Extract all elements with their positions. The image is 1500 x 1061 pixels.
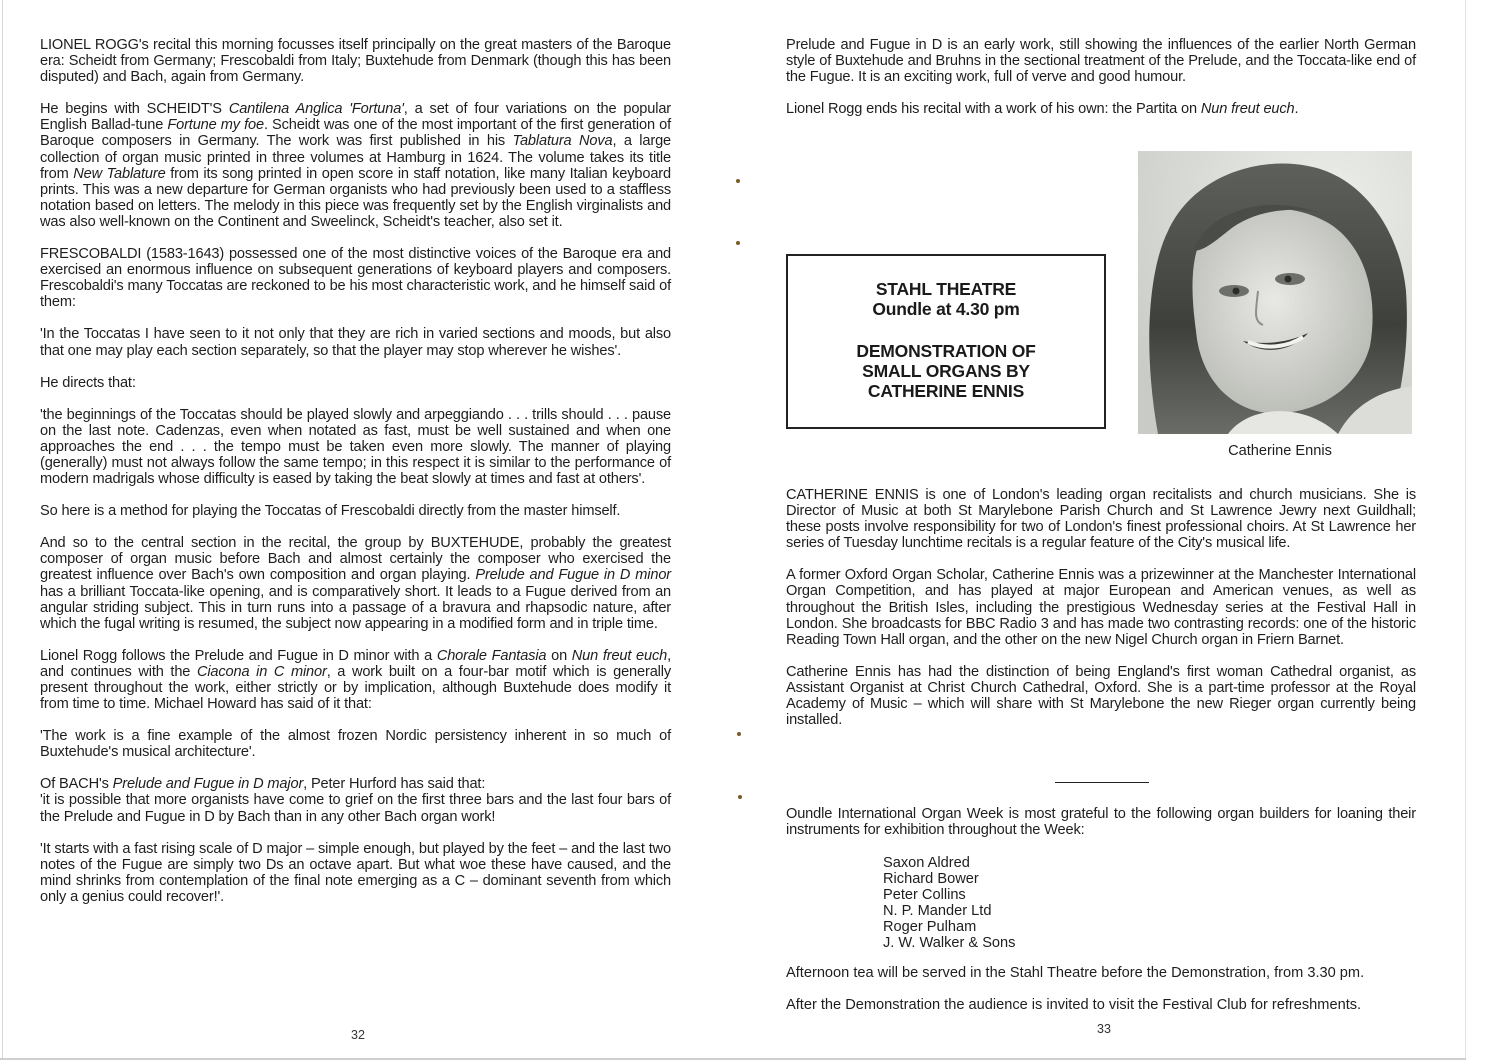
text-run: Catherine Ennis has had the distinction of being England's first woman Cathedral organist, as Assistant Organist at Christ Church Cathedral, Oxford. She is a part-time professor at the Royal Academy of Music – which will share with St Marylebone the new Rieger organ currently being installed. [786,663,1416,729]
italic-title: New Tablature [73,165,166,182]
text-run: has a brilliant Toccata-like opening, and is comparatively short. It leads to a Fugue derived from an angular striding subject. This in turn runs into a passage of a bravura and rhapsodic nature, after which the fugal writing is resumed, the subject now appearing in a modified form and in triple time. [40,583,671,632]
paragraph [786,101,1416,117]
text-run: LIONEL ROGG's recital this morning focusses itself principally on the great masters of the Baroque era: Scheidt from Germany; Frescobaldi from Italy; Buxtehude from Denmark (though this has been disputed) and Bach, again from Germany. [40,37,671,86]
text-run: from its song printed in open score in staff notation, like many Italian keyboard prints. This was a new departure for German organists who had previously been used to a staffless notation based on letters. The melody in this piece was frequently set by the English virginalists and was also well-known on the Continent and Sweelinck, Scheidt's teacher, also set it. [40,165,671,230]
event-title-line: CATHERINE ENNIS [867,381,1025,401]
paper-speck [736,179,740,183]
paragraph [40,841,671,905]
event-venue-name: STAHL THEATRE [875,279,1017,299]
italic-title: Ciacona in C minor [196,663,327,680]
text-run: CATHERINE ENNIS is one of London's leading organ recitalists and church musicians. She is Director of Music at both St Marylebone Parish Church and St Lawrence Jewry next Guildhall; these posts involve responsibility for two of London's finest professional choirs. At St Lawrence her series of Tuesday lunchtime recitals is a regular feature of the City's musical life. [786,487,1416,552]
paragraph [40,101,671,230]
italic-title: Prelude and Fugue in D major [112,776,304,793]
paragraph [786,664,1416,728]
event-title-line: DEMONSTRATION OF [856,341,1036,361]
photo-caption: Catherine Ennis [1228,443,1332,459]
organ-builder: Richard Bower [883,871,979,888]
italic-title: Chorale Fantasia [436,647,547,664]
page-number-right: 33 [1097,1022,1111,1036]
portrait-illustration [1138,151,1412,434]
text-run: 'the beginnings of the Toccatas should be played slowly and arpeggiando . . . trills should . . . pause on the last note. Cadenzas, even when notated as fast, must be well sustained and when one approaches the end . . . the tempo must be taken even more slowly. The manner of playing (generally) must not always follow the same tempo; in this respect it is similar to the performance of modern madrigals whose difficulty is eased by taking the beat slowly at times and fast at others'. [40,406,671,488]
organ-builder: Saxon Aldred [883,855,970,871]
italic-title: Fortune my foe [167,117,264,134]
text-run: Prelude and Fugue in D is an early work, still showing the influences of the earlier North German style of Buxtehude and Bruhns in the sectional treatment of the Prelude, and the Toccata-like end of the Fugue. It is an exciting work, full of verve and good humour. [786,37,1416,86]
organ-builder: Roger Pulham [883,919,977,936]
right-page-intro [786,37,1416,133]
text-run: Lionel Rogg ends his recital with a work of his own: the Partita on [786,101,1201,118]
event-venue [788,279,1104,319]
paragraph [40,535,671,632]
paragraph [40,246,671,310]
paragraph [40,503,671,519]
text-run: . Scheidt was one of the most important of the first generation of Baroque composers in Germany. The work was first published in his [40,117,671,150]
text-run: 'It starts with a fast rising scale of D major – simple enough, but played by the feet – and the last two notes of the Fugue are simply two Ds an octave apart. But what woe these have caused, and the mind shrinks from contemplation of the final note emerging as a C – dominant seventh from which only a genius could recover!'. [40,840,671,905]
text-run: , a work built on a four-bar motif which is generally present throughout the work, either strictly or by implication, although Buxtehude does modify it from time to time. Michael Howard has said of it that: [40,663,671,713]
paper-speck [736,241,740,245]
event-announcement-box [786,254,1106,429]
text-run: 'In the Toccatas I have seen to it not only that they are rich in varied sections and moods, but also that one may play each section separately, so that the player may stop wherever he wishes'. [40,326,671,359]
page-number-left: 32 [351,1028,365,1042]
italic-title: Cantilena Anglica 'Fortuna' [228,101,404,118]
paragraph [40,792,671,824]
text-run: , a large collection of organ music printed in three volumes at Hamburg in 1624. The volume takes its title from [40,133,671,182]
organ-builder: N. P. Mander Ltd [883,903,992,920]
section-divider [1055,782,1149,783]
right-page-bio [786,487,1416,744]
paragraph [786,37,1416,85]
text-run: FRESCOBALDI (1583-1643) possessed one of the most distinctive voices of the Baroque era and exercised an enormous influence on subsequent generations of keyboard players and composers. Frescobaldi's many Toccatas are reckoned to be his most characteristic work, and he himself said of them: [40,246,671,311]
paragraph [786,567,1416,647]
event-title [788,341,1104,401]
left-page-body [40,37,671,921]
text-run: , Peter Hurford has said that: [303,776,486,793]
italic-title: Tablatura Nova [512,133,613,150]
italic-title: Prelude and Fugue in D minor [475,567,671,584]
event-title-line: SMALL ORGANS BY [862,361,1030,381]
acknowledgement-block [786,806,1416,854]
organ-builder: Peter Collins [883,887,966,904]
text-run: . [1294,101,1299,118]
text-run: , a set of four variations on the popular English Ballad-tune [40,101,671,134]
paragraph [40,728,671,760]
italic-title: Nun freut euch [1200,101,1295,118]
paragraph [40,37,671,85]
paragraph [40,326,671,358]
paper-speck [738,795,742,799]
italic-title: Nun freut euch [571,647,668,664]
closing-notes [786,965,1426,1029]
text-run: So here is a method for playing the Toccatas of Frescobaldi directly from the master himself. [40,503,621,520]
organ-builders-list [883,855,1015,952]
text-run: , and continues with the [40,647,671,680]
acknowledgement-text: Oundle International Organ Week is most grateful to the following organ builders for loaning their instruments for exhibition throughout the Week: [786,806,1416,839]
portrait-photo [1138,151,1412,434]
organ-builder: J. W. Walker & Sons [883,935,1016,952]
paragraph [40,407,671,487]
text-run: He directs that: [40,374,136,391]
page-edge-left [2,0,3,1059]
afternoon-tea-note: Afternoon tea will be served in the Stahl Theatre before the Demonstration, from 3.30 pm. [786,965,1365,981]
event-venue-time: Oundle at 4.30 pm [872,299,1020,319]
paragraph [40,648,671,712]
paper-speck [737,732,741,736]
text-run: And so to the central section in the recital, the group by BUXTEHUDE, probably the greatest composer of organ music before Bach and almost certainly the composer who exercised the greatest influence over Bach's own composition and organ playing. [40,535,671,584]
text-run: on [546,647,572,664]
text-run: 'The work is a fine example of the almost frozen Nordic persistency inherent in so much of Buxtehude's musical architecture'. [40,728,671,761]
text-run: 'it is possible that more organists have come to grief on the first three bars and the last four bars of the Prelude and Fugue in D by Bach than in any other Bach organ work! [40,792,671,825]
paragraph [786,487,1416,551]
page-edge-right [1465,0,1466,1059]
page-edge-bottom [0,1058,1466,1060]
refreshments-note: After the Demonstration the audience is invited to visit the Festival Club for refreshments. [786,997,1362,1014]
text-run: Of BACH's [40,776,113,793]
paragraph [40,375,671,391]
text-run: A former Oxford Organ Scholar, Catherine Ennis was a prizewinner at the Manchester International Organ Competition, and has played at major European and American venues, as well as throughout the British Isles, including the prestigious Wednesday series at the Festival Hall in London. She broadcasts for BBC Radio 3 and has made two contrasting records: one of the historic Reading Town Hall organ, and the other on the new Nigel Church organ in Friern Barnet. [786,567,1416,648]
paragraph [40,776,671,792]
text-run: He begins with SCHEIDT'S [40,101,229,118]
text-run: Lionel Rogg follows the Prelude and Fugue in D minor with a [40,647,437,664]
